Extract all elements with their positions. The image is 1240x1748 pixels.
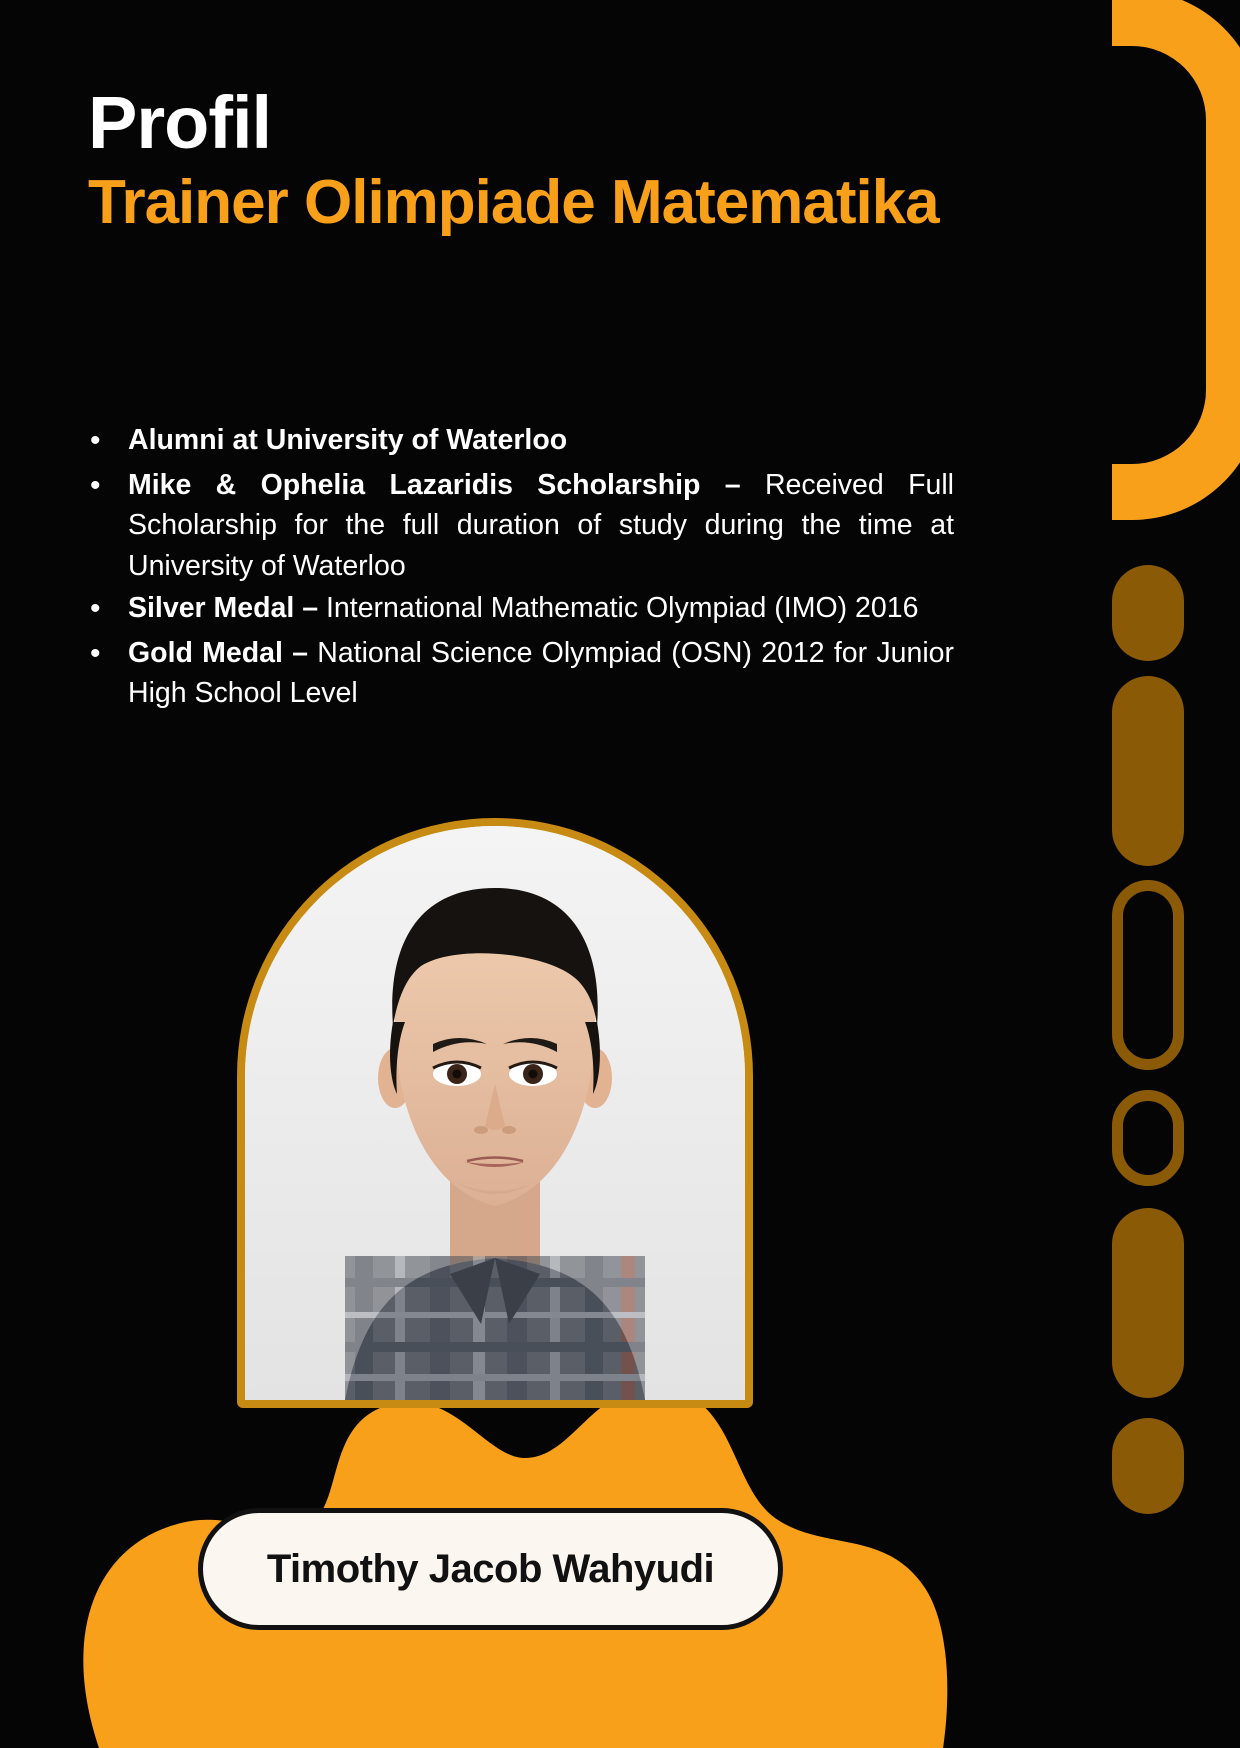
list-item xyxy=(84,633,954,714)
person-name: Timothy Jacob Wahyudi xyxy=(266,1546,715,1591)
bullet-dot-icon: • xyxy=(90,592,101,625)
list-item-rest: International Mathematic Olympiad (IMO) 2016 xyxy=(326,592,919,624)
list-item-text xyxy=(128,420,954,463)
avatar xyxy=(237,818,753,1408)
status-badge xyxy=(198,1508,783,1630)
portrait-photo xyxy=(245,826,745,1400)
list-item xyxy=(84,420,954,463)
bullet-dot-icon: • xyxy=(90,636,101,670)
title-sub: Trainer Olimpiade Matematika xyxy=(88,167,939,237)
deco-pill-4 xyxy=(1112,1418,1184,1514)
list-item-bold: Gold Medal – xyxy=(128,636,318,669)
page-title xyxy=(88,81,988,237)
list-item-rest: National Science Olympiad (OSN) 2012 for Junior High School Level xyxy=(128,636,954,710)
bracket-shape-icon xyxy=(1112,0,1240,520)
list-item-text xyxy=(128,465,954,586)
list-item-text xyxy=(128,588,954,631)
deco-pill-outline-2 xyxy=(1112,1090,1184,1186)
bullet-dot-icon: • xyxy=(90,424,101,457)
deco-pill-1 xyxy=(1112,565,1184,661)
decorative-column xyxy=(1100,0,1240,1748)
list-item xyxy=(84,588,954,631)
deco-pill-2 xyxy=(1112,676,1184,866)
deco-pill-outline-1 xyxy=(1112,880,1184,1070)
list-item-rest: Received Full Scholarship for the full duration of study during the time at University of Waterloo xyxy=(128,468,954,582)
list-item-bold: Alumni at University of Waterloo xyxy=(128,424,568,456)
list-item xyxy=(84,465,954,586)
list-item-text xyxy=(128,633,954,714)
list-item-bold: Mike & Ophelia Lazaridis Scholarship – xyxy=(128,468,765,501)
list-item-bold: Silver Medal – xyxy=(128,592,327,624)
deco-pill-3 xyxy=(1112,1208,1184,1398)
bullet-dot-icon: • xyxy=(90,468,101,502)
title-main: Profil xyxy=(88,81,272,164)
achievements-list xyxy=(84,420,954,716)
